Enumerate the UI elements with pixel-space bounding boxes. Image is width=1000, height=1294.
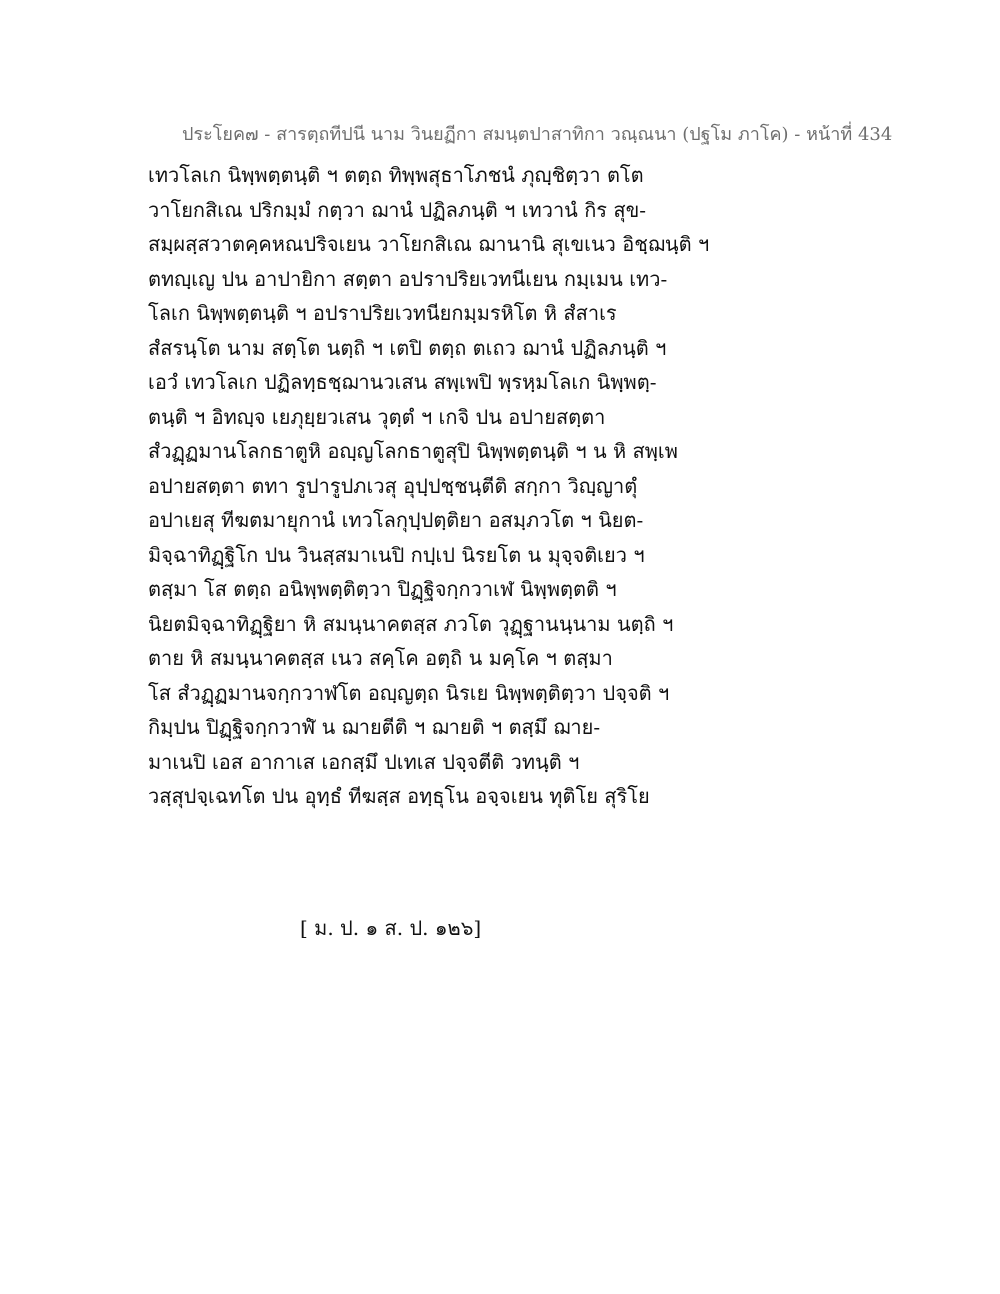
text-line: สมฺผสฺสวาตคฺคหณปริจเยน วาโยกสิเณ ฌานานิ สุเขเนว อิชฺฌนฺติ ฯ (148, 232, 710, 256)
running-header: ประโยค๗ - สารตฺถทีปนี นาม วินยฏีกา สมนฺตปาสาทิกา วณฺณนา (ปฐโม ภาโค) - หน้าที่ 434 (182, 124, 893, 145)
reference-citation: [ ม. ป. ๑ ส. ป. ๑๒๖] (300, 916, 482, 940)
text-line: ตทญฺเญ ปน อาปายิกา สตฺตา อปราปริยเวทนีเยน กมฺเมน เทว- (148, 266, 668, 291)
text-line: โส สํวฏฺฏมานจกฺกวาฬโต อญฺญตฺถ นิรเย นิพฺพตฺติตฺวา ปจฺจติ ฯ (148, 680, 670, 705)
text-line: สํวฏฺฏมานโลกธาตูหิ อญฺญโลกธาตูสุปิ นิพฺพตฺตนฺติ ฯ น หิ สพฺเพ (148, 439, 678, 463)
text-line: ตสฺมา โส ตตฺถ อนิพฺพตฺติตฺวา ปิฏฺฐิจกฺกวาเฬ นิพฺพตฺตติ ฯ (148, 577, 617, 601)
body-text (148, 158, 708, 814)
text-line: สํสรนฺโต นาม สตฺโต นตฺถิ ฯ เตปิ ตตฺถ ตเถว ฌานํ ปฏิลภนฺติ ฯ (148, 335, 667, 360)
text-line: กิมฺปน ปิฏฺฐิจกฺกวาฬํ น ฌายตีติ ฯ ฌายติ ฯ ตสฺมึ ฌาย- (148, 715, 601, 739)
text-line: อปาเยสุ ทีฆตมายุกานํ เทวโลกุปฺปตฺติยา อสมฺภวโต ฯ นิยต- (148, 508, 644, 532)
text-line: มิจฺฉาทิฏฺฐิโก ปน วินสฺสมาเนปิ กปฺเป นิรยโต น มุจฺจติเยว ฯ (148, 542, 645, 567)
text-line: วสฺสุปจฺเฉทโต ปน อุทฺธํ ทีฆสฺส อทฺธุโน อจฺจเยน ทุติโย สุริโย (148, 784, 650, 808)
text-line: อปายสตฺตา ตทา รูปารูปภเวสุ อุปฺปชฺชนฺตีติ สกฺกา วิญฺญาตุํ (148, 473, 638, 498)
text-line: เอวํ เทวโลเก ปฏิลทฺธชฺฌานวเสน สพฺเพปิ พฺรหฺมโลเก นิพฺพตฺ- (148, 370, 657, 394)
text-line: ตาย หิ สมนฺนาคตสฺส เนว สคฺโค อตฺถิ น มคฺโค ฯ ตสฺมา (148, 646, 613, 670)
text-line: โลเก นิพฺพตฺตนฺติ ฯ อปราปริยเวทนียกมฺมรหิโต หิ สํสาเร (148, 301, 617, 325)
text-line: มาเนปิ เอส อากาเส เอกสฺมึ ปเทเส ปจฺจตีติ วทนฺติ ฯ (148, 749, 580, 774)
text-line: นิยตมิจฺฉาทิฏฺฐิยา หิ สมนฺนาคตสฺส ภวโต วุฏฺฐานนฺนาม นตฺถิ ฯ (148, 611, 674, 636)
text-line: เทวโลเก นิพฺพตฺตนฺติ ฯ ตตฺถ ทิพฺพสุธาโภชนํ ภุญฺชิตฺวา ตโต (148, 163, 644, 187)
text-line: ตนฺติ ฯ อิทญฺจ เยภุยฺยวเสน วุตฺตํ ฯ เกจิ ปน อปายสตฺตา (148, 404, 606, 429)
text-line: วาโยกสิเณ ปริกมฺมํ กตฺวา ฌานํ ปฏิลภนฺติ ฯ เทวานํ กิร สุข- (148, 197, 647, 222)
